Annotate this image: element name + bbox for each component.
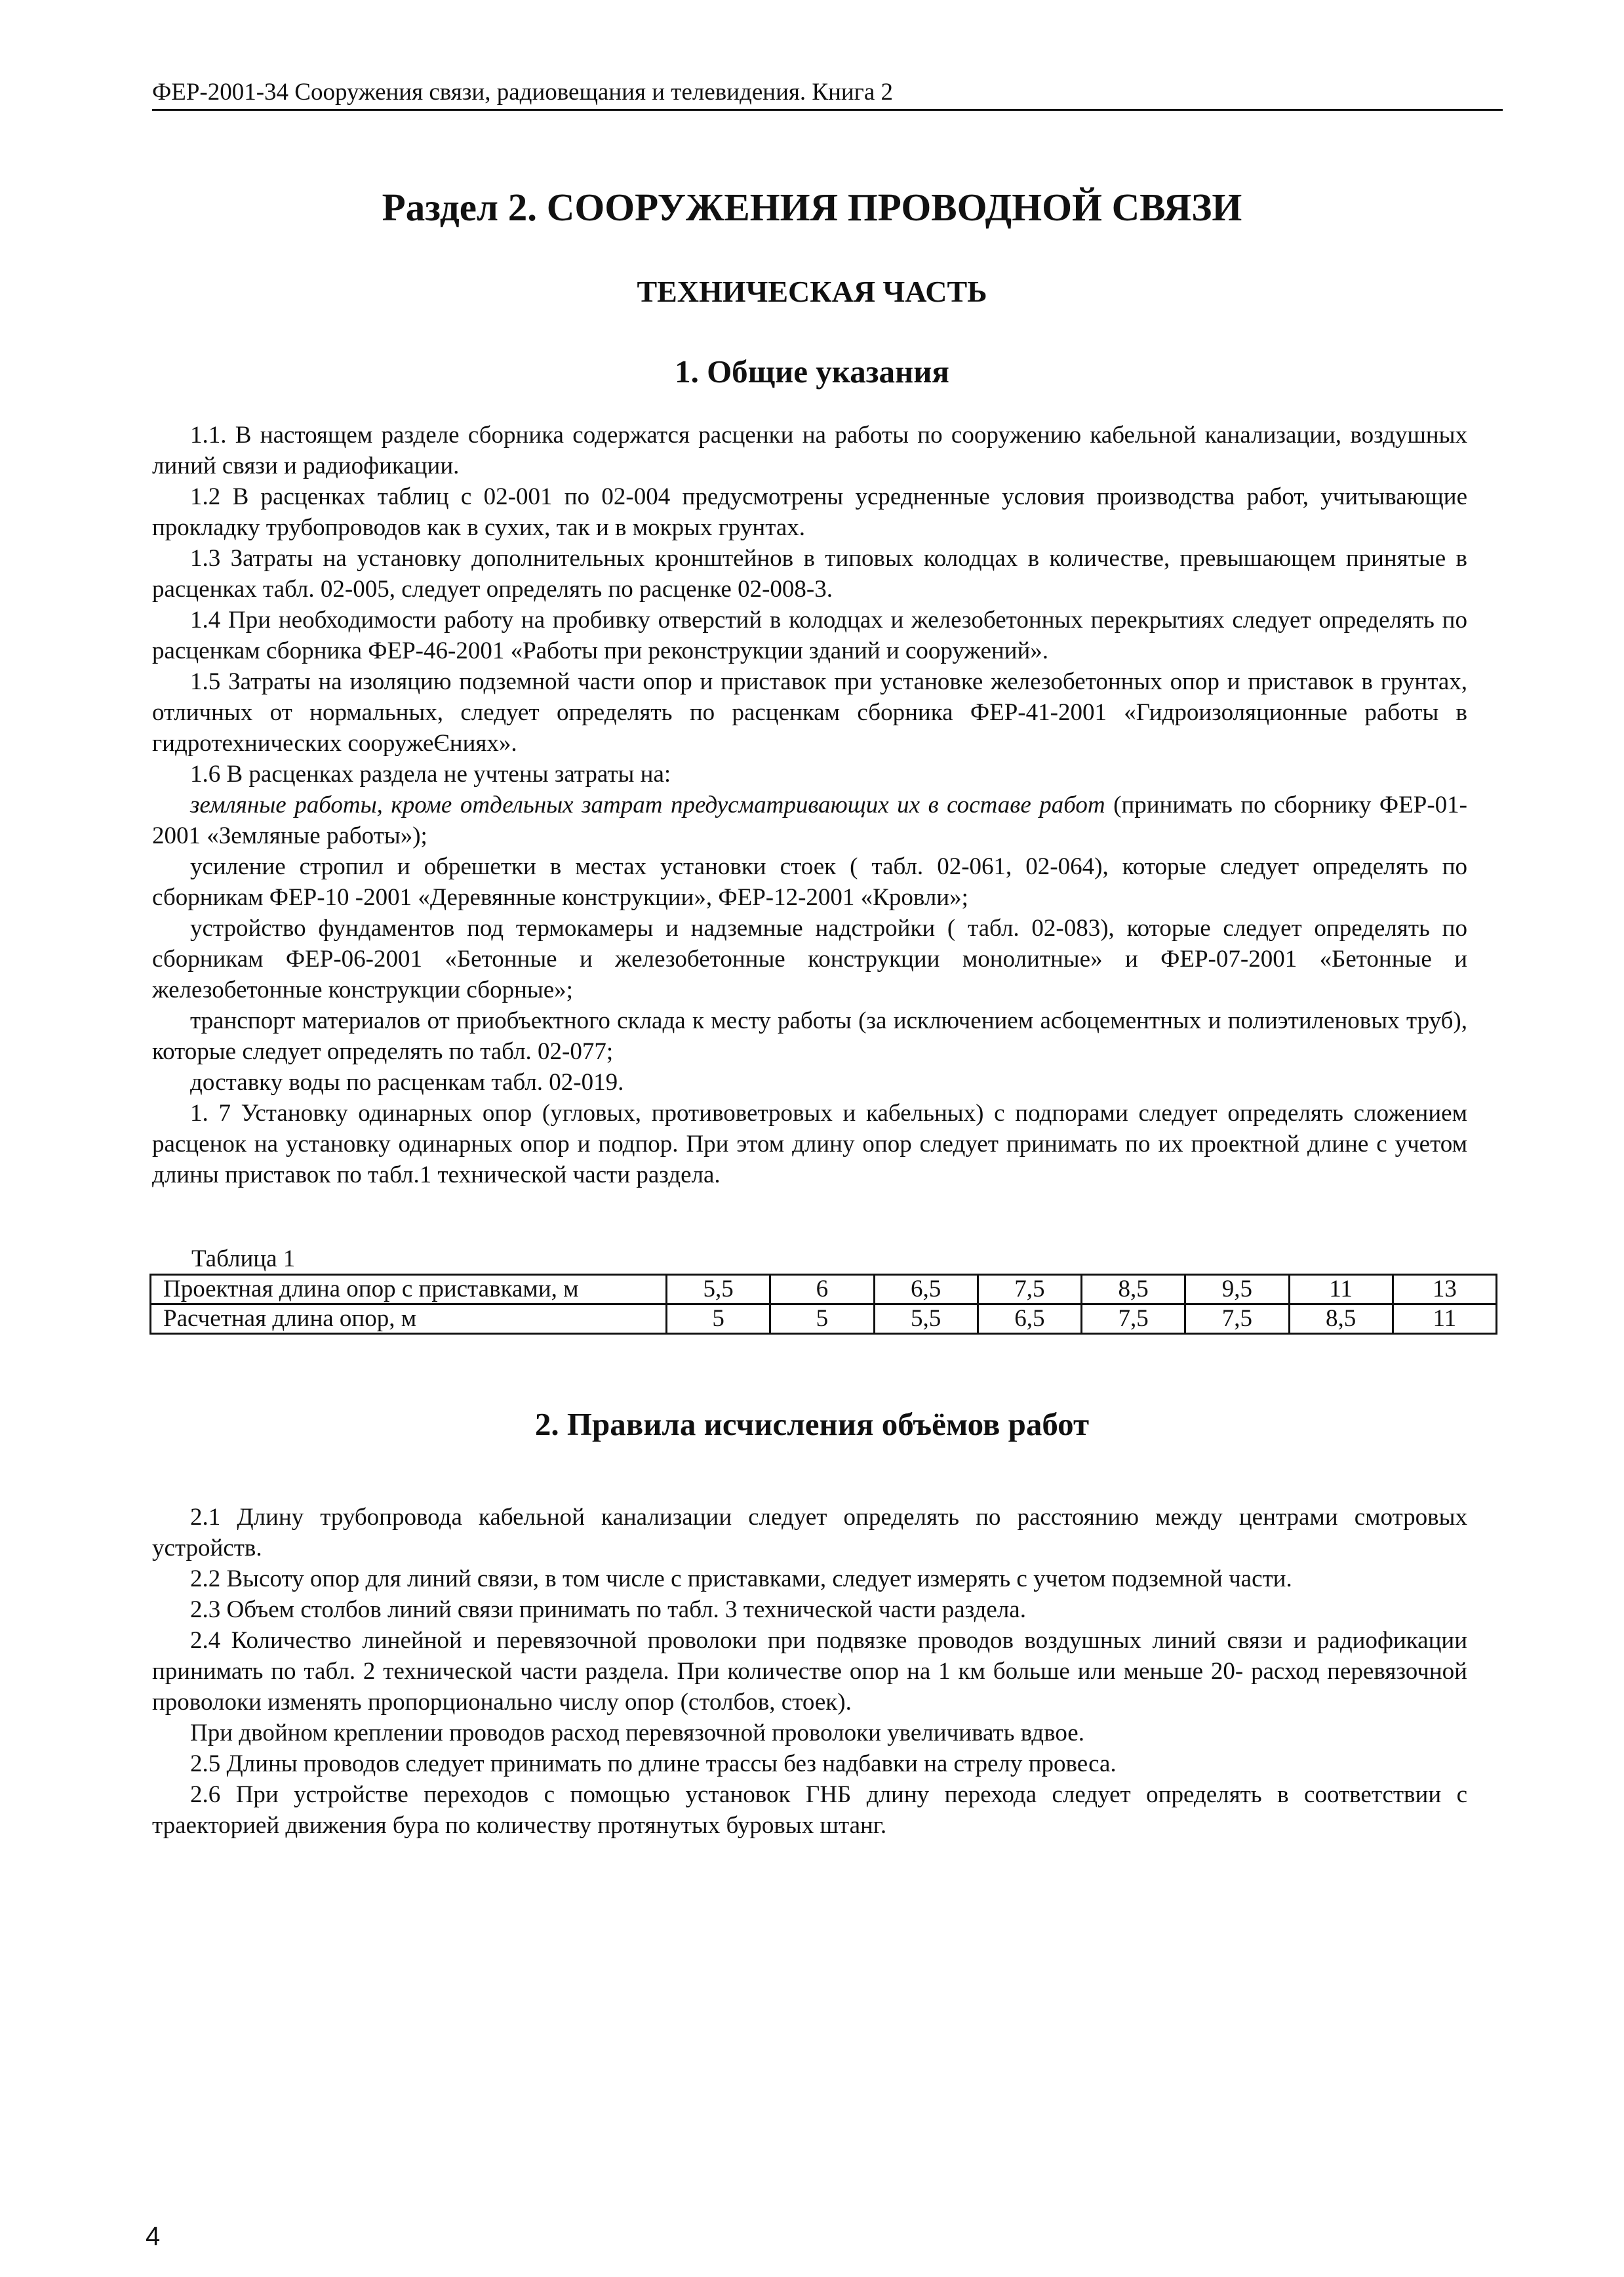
running-header: ФЕР-2001-34 Сооружения связи, радиовещания и телевидения. Книга 2 [152,77,1503,111]
table-row [151,1304,1497,1334]
paragraph-2-2: 2.2 Высоту опор для линий связи, в том числе с приставками, следует измерять с учетом подземной части. [190,1565,1292,1592]
table-cell: 7,5 [1082,1304,1185,1334]
technical-part-title: ТЕХНИЧЕСКАЯ ЧАСТЬ [637,275,987,308]
paragraph-1-1: 1.1. В настоящем разделе сборника содержатся расценки на работы по сооружению кабельной канализации, воздушных линий связи и радиофикации. [152,422,1467,479]
excluded-earthworks-rest: (принимать по сборнику ФЕР-01-2001 «Земляные работы»); [152,792,1467,849]
table-cell: 8,5 [1082,1275,1185,1304]
table-cell: 7,5 [978,1275,1081,1304]
paragraph-1-7: 1. 7 Установку одинарных опор (угловых, противоветровых и кабельных) с подпорами следует определять сложением расценок на установку одинарных опор и подпор. При этом длину опор следует принимать по их проектной длине с учетом длины приставок по табл.1 технической части раздела. [152,1100,1467,1188]
general-instructions-heading: 1. Общие указания [675,353,949,390]
paragraph-2-1: 2.1 Длину трубопровода кабельной канализации следует определять по расстоянию между центрами смотровых устройств. [152,1504,1467,1562]
table-cell: 5,5 [667,1275,770,1304]
excluded-item-water: доставку воды по расценкам табл. 02-019. [190,1069,624,1096]
paragraph-1-5: 1.5 Затраты на изоляцию подземной части опор и приставок при установке железобетонных опор и приставок в грунтах, отличных от нормальных, следует определять по расценкам сборника ФЕР-41-2001 «Гидроизоляционные работы в гидротехнических сооружеЄниях». [152,668,1467,757]
table-row-label: Проектная длина опор с приставками, м [151,1275,667,1304]
rules-heading: 2. Правила исчисления объёмов работ [534,1406,1090,1442]
table-cell: 11 [1393,1304,1496,1334]
table-cell: 8,5 [1289,1304,1393,1334]
table-cell: 6,5 [874,1275,978,1304]
table-1 [149,1274,1497,1335]
table-cell: 13 [1393,1275,1496,1304]
excluded-item-rafters: усиление стропил и обрешетки в местах установки стоек ( табл. 02-061, 02-064), которые следует определять по сборникам ФЕР-10 -2001 «Деревянные конструкции», ФЕР-12-2001 «Кровли»; [152,853,1467,911]
table-cell: 6 [770,1275,874,1304]
section-title: Раздел 2. СООРУЖЕНИЯ ПРОВОДНОЙ СВЯЗИ [382,186,1242,229]
paragraph-1-6: 1.6 В расценках раздела не учтены затраты на: [190,761,671,788]
general-instructions-body [152,420,1467,1190]
table-row [151,1275,1497,1304]
excluded-item-transport: транспорт материалов от приобъектного склада к месту работы (за исключением асбоцементных и полиэтиленовых труб), которые следует определять по табл. 02-077; [152,1007,1467,1065]
table-cell: 5,5 [874,1304,978,1334]
table-cell: 5 [770,1304,874,1334]
paragraph-1-2: 1.2 В расценках таблиц с 02-001 по 02-004 предусмотрены усредненные условия производства работ, учитывающие прокладку трубопроводов как в сухих, так и в мокрых грунтах. [152,483,1467,541]
paragraph-2-3: 2.3 Объем столбов линий связи принимать по табл. 3 технической части раздела. [190,1596,1026,1623]
table-cell: 5 [667,1304,770,1334]
paragraph-2-4-double: При двойном креплении проводов расход перевязочной проволоки увеличивать вдвое. [190,1720,1084,1746]
rules-body [152,1502,1467,1841]
paragraph-1-4: 1.4 При необходимости работу на пробивку отверстий в колодцах и железобетонных перекрытиях следует определять по расценкам сборника ФЕР-46-2001 «Работы при реконструкции зданий и сооружений». [152,607,1467,664]
excluded-item-foundations: устройство фундаментов под термокамеры и надземные надстройки ( табл. 02-083), которые следует определять по сборникам ФЕР-06-2001 «Бетонные и железобетонные конструкции монолитные» и ФЕР-07-2001 «Бетонные и железобетонные конструкции сборные»; [152,915,1467,1003]
table-row-label: Расчетная длина опор, м [151,1304,667,1334]
paragraph-2-4: 2.4 Количество линейной и перевязочной проволоки при подвязке проводов воздушных линий связи и радиофикации принимать по табл. 2 технической части раздела. При количестве опор на 1 км больше или меньше 20- расход перевязочной проволоки изменять пропорционально числу опор (столбов, стоек). [152,1627,1467,1716]
page-number: 4 [146,2222,161,2251]
table-cell: 9,5 [1185,1275,1289,1304]
excluded-earthworks-italic: земляные работы, кроме отдельных затрат предусматривающих их в составе работ [190,792,1105,818]
paragraph-2-6: 2.6 При устройстве переходов с помощью установок ГНБ длину перехода следует определять в соответствии с траекторией движения бура по количеству протянутых буровых штанг. [152,1781,1467,1839]
excluded-earthworks [152,790,1467,851]
table-cell: 7,5 [1185,1304,1289,1334]
paragraph-2-5: 2.5 Длины проводов следует принимать по длине трассы без надбавки на стрелу провеса. [190,1750,1117,1777]
paragraph-1-3: 1.3 Затраты на установку дополнительных кронштейнов в типовых колодцах в количестве, превышающем принятые в расценках табл. 02-005, следует определять по расценке 02-008-3. [152,545,1467,603]
table-cell: 11 [1289,1275,1393,1304]
table-1-caption: Таблица 1 [191,1245,296,1272]
table-cell: 6,5 [978,1304,1081,1334]
